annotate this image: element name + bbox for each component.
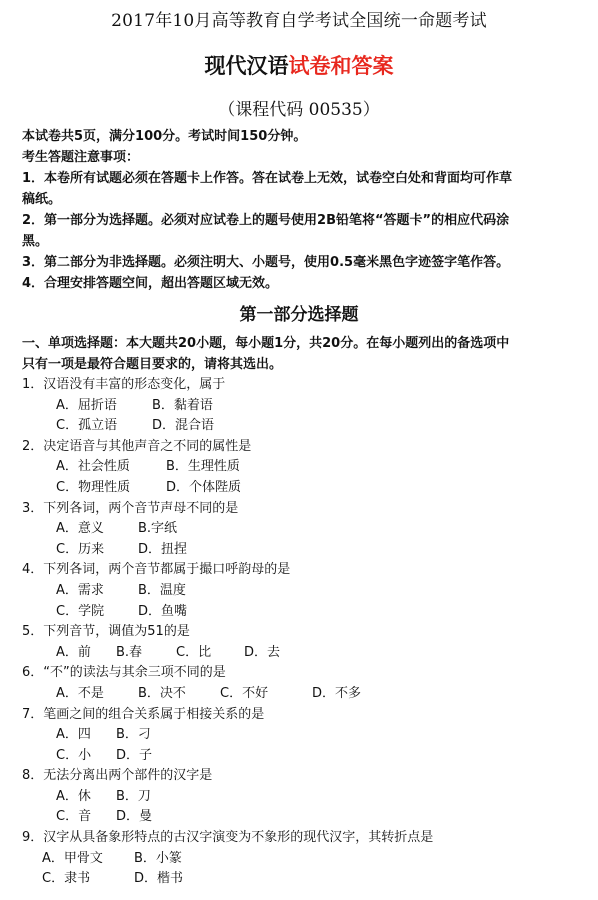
question-stem: 1．汉语没有丰富的形态变化，属于 — [22, 377, 226, 392]
option: C．物理性质 — [56, 479, 131, 495]
option-row — [22, 478, 592, 499]
option: A．四 — [56, 727, 91, 743]
question-stem: 8．无法分离出两个部件的汉字是 — [22, 768, 213, 784]
question-stem: 4．下列各词，两个音节都属于撮口呼韵母的是 — [22, 562, 291, 578]
option: A．社会性质 — [56, 459, 130, 475]
option: C．比 — [176, 644, 212, 660]
note-line: 稿纸。 — [22, 192, 62, 207]
option-row — [22, 643, 592, 664]
option: D．曼 — [116, 809, 153, 825]
option: A．甲骨文 — [42, 850, 103, 866]
option: B．黏着语 — [152, 397, 213, 413]
option-row — [22, 519, 592, 540]
option: C．孤立语 — [56, 418, 118, 434]
option-row — [22, 457, 592, 478]
question-stem: 7．笔画之间的组合关系属于相接关系的是 — [22, 706, 265, 722]
option-row — [22, 807, 592, 828]
question-stem: 3．下列各词，两个音节声母不同的是 — [22, 500, 239, 516]
option: D．子 — [116, 747, 153, 763]
exam-line: 2017年10月高等教育自学考试全国统一命题考试 — [111, 11, 487, 31]
note-line: 本试卷共5页，满分100分。考试时间150分钟。 — [22, 129, 307, 144]
option: B．刀 — [116, 788, 151, 804]
option: A．休 — [56, 788, 91, 804]
question-stem: 9．汉字从具备象形特点的古汉字演变为不象形的现代汉字，其转折点是 — [22, 830, 434, 846]
option-row — [22, 416, 592, 437]
option: D．不多 — [312, 685, 362, 701]
note-line: 1．本卷所有试题必须在答题卡上作答。答在试卷上无效，试卷空白处和背面均可作草 — [22, 171, 513, 186]
title-accent: 试卷和答案 — [288, 53, 394, 78]
note-line: 4．合理安排答题空间，超出答题区域无效。 — [22, 276, 279, 291]
intro-line: 一、单项选择题：本大题共20小题，每小题1分，共20分。在每小题列出的备选项中 — [22, 336, 510, 351]
option: C．小 — [56, 747, 92, 763]
option: A．需求 — [56, 582, 104, 598]
option-row — [22, 602, 592, 623]
option: C．隶书 — [42, 871, 91, 887]
option: C．学院 — [56, 603, 105, 619]
note-line: 黑。 — [22, 234, 49, 249]
question-stem: 6．“不”的读法与其余三项不同的是 — [22, 665, 226, 681]
option-row — [22, 581, 592, 602]
option: B．小篆 — [134, 850, 182, 866]
option: D．鱼嘴 — [138, 603, 188, 619]
option: B．温度 — [138, 582, 186, 598]
option: B．生理性质 — [166, 459, 240, 475]
note-line: 2．第一部分为选择题。必须对应试卷上的题号使用2B铅笔将“答题卡”的相应代码涂 — [22, 213, 510, 228]
option-row — [22, 540, 592, 561]
option-row — [22, 396, 592, 417]
option: B．决不 — [138, 685, 186, 701]
section-title: 第一部分选择题 — [239, 305, 359, 325]
option-row — [22, 869, 592, 890]
question-list — [22, 375, 592, 890]
option: A．不是 — [56, 685, 104, 701]
option: C．音 — [56, 809, 92, 825]
option: A．意义 — [56, 521, 104, 537]
option-row — [22, 684, 592, 705]
option-row — [22, 725, 592, 746]
title-main: 现代汉语 — [204, 53, 289, 78]
option: A．屈折语 — [56, 397, 117, 413]
question-stem: 5．下列音节，调值为51的是 — [22, 624, 190, 640]
note-line: 考生答题注意事项： — [22, 150, 140, 165]
question-stem: 2．决定语音与其他声音之不同的属性是 — [22, 438, 252, 454]
intro-line: 只有一项是最符合题目要求的，请将其选出。 — [22, 357, 283, 372]
option: D．扭捏 — [138, 541, 188, 557]
option: C．历来 — [56, 541, 105, 557]
exam-notes — [22, 126, 592, 294]
note-line: 3．第二部分为非选择题。必须注明大、小题号，使用0.5毫米黑色字迹签字笔作答。 — [22, 255, 510, 270]
option: B.字纸 — [138, 521, 178, 537]
option: D．楷书 — [134, 871, 184, 887]
part-intro — [22, 333, 592, 375]
option-row — [22, 787, 592, 808]
page-title — [0, 50, 598, 80]
option: D．个体陛质 — [166, 479, 242, 495]
option: D．去 — [244, 644, 281, 660]
option-row — [22, 849, 592, 870]
option: B．刁 — [116, 727, 151, 743]
option-row — [22, 746, 592, 767]
option: B.春 — [116, 644, 143, 660]
option: D．混合语 — [152, 418, 215, 434]
option: C．不好 — [220, 685, 269, 701]
option: A．前 — [56, 644, 91, 660]
course-code: （课程代码 00535） — [218, 100, 380, 120]
